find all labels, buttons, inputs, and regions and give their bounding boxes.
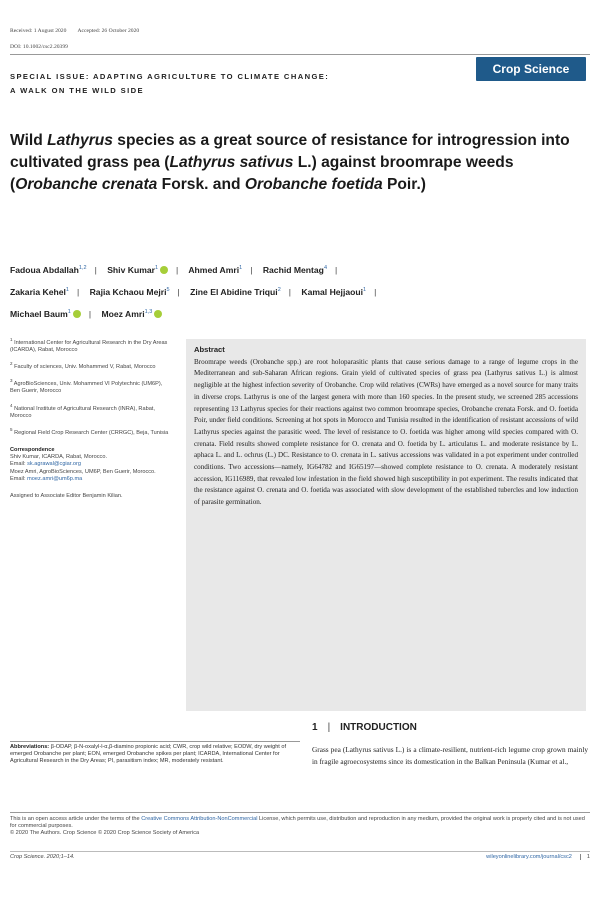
doi[interactable]: DOI: 10.1002/csc2.20399	[10, 44, 68, 50]
received-date: Received: 1 August 2020	[10, 28, 67, 34]
author[interactable]: Moez Amri$^{1,3}$	[101, 309, 162, 319]
author-list: Fadoua Abdallah$^{1,2}$ | Shiv Kumar$^1$ | Ahmed Amri$^1$ | Rachid Mentag$^4$ | Zakaria Kehel$^1$ | Rajia Kchaou Mejri$^5$ | Zine El Abidine Triqui$^2$ | Kamal Hejjaoui$^1$ | Michael Baum$^1$ | Moez Amri$^{1,3}$	[10, 264, 377, 319]
author[interactable]: Michael Baum$^1$	[10, 309, 81, 319]
copyright: © 2020 The Authors. Crop Science © 2020 Crop Science Society of America	[10, 830, 200, 837]
license-divider	[10, 812, 590, 813]
author[interactable]: Zine El Abidine Triqui$^2$	[190, 286, 281, 297]
affiliation: $^2$ Faculty of sciences, Univ. Mohammed V, Rabat, Morocco	[10, 361, 156, 371]
abbreviations: Abbreviations: β-ODAP, β-N-oxalyl-l-α,β-diamino propionic acid; CWR, crop wild relative; EODW, dry weight of emerged Orobanche per plant; EON, emerged Orobanche spikes per plant; ICARDA, International Center for Agricultural Research in the Dry Areas; PI, parasitism index; MR, moderately resistant.	[10, 741, 300, 766]
footer-divider	[10, 851, 590, 852]
section-heading-introduction: 1 | INTRODUCTION	[312, 722, 417, 733]
author[interactable]: Ahmed Amri$^1$	[188, 264, 243, 275]
affiliation: $^5$ Regional Field Crop Research Center (CRRGC), Beja, Tunisia	[10, 426, 169, 436]
header-divider	[10, 54, 590, 55]
abstract-text: Broomrape weeds (Orobanche spp.) are root holoparasitic plants that cause serious damage to a range of legume crops in the Mediterranean and sub-Saharan African regions. Grain yield of cultivated species of grass pea (Lathyrus sativus L.) is almost negligible at the highest infection severity of Orobanche. Crop wild relatives (CWRs) have emerged as a novel source for many traits in diverse crops. Lathyrus is one of the largest genera with more than 160 species. In the present study, we screened 285 accessions representing 13 Lathyrus species for their reactions against two common broomrape species, Orobanche crenata Forsk. and O. foetida Poir, under field conditions. Screening at hot spots in Morocco and Tunisia resulted in the identification of resistant accessions of wild Lathyrus species against the parasitic weed. The level of resistance to O. foetida was higher among wild species compared with O. crenata. Field results showed complete resistance for O. crenata and O. foetida by L. articulatus L. and moderate resistance by L. aphaca L. and L. ochrus (L.) DC. Resistance to O. crenata in L. sativus accessions was validated in a pot experiment under controlled conditions. Two accessions—namely, IG64782 and IG65197—showed complete resistance to O. crenata. A moderately resistant accession, IG116989, that revealed low infestation in the field showed high susceptibility in pot experiment. The results indicated that the resistance against O. crenata and O. foetida was associated with slow development of the established tubercles and low induction of parasite germination.	[194, 357, 578, 507]
special-issue-line2: A WALK ON THE WILD SIDE	[10, 86, 145, 95]
article-dates	[10, 28, 310, 35]
orcid-icon[interactable]	[160, 266, 168, 274]
author[interactable]: Fadoua Abdallah$^{1,2}$	[10, 264, 87, 275]
author[interactable]: Rajia Kchaou Mejri$^5$	[89, 286, 170, 297]
footer-right	[486, 854, 590, 861]
affiliation: $^1$ International Center for Agricultural Research in the Dry Areas (ICARDA), Rabat, Morocco	[10, 337, 168, 354]
author[interactable]: Rachid Mentag$^4$	[262, 264, 327, 275]
section-number: 1	[312, 722, 318, 733]
license-link[interactable]: Creative Commons Attribution-NonCommercial	[141, 816, 258, 822]
author[interactable]: Shiv Kumar$^1$	[107, 265, 168, 275]
orcid-icon[interactable]	[154, 310, 162, 318]
orcid-icon[interactable]	[73, 310, 81, 318]
email-link[interactable]: moez.amri@um6p.ma	[27, 475, 83, 482]
correspondence-2: Moez Amri, AgroBioSciences, UM6P, Ben Guerir, Morocco. Email: moez.amri@um6p.ma	[10, 468, 156, 482]
section-title: INTRODUCTION	[340, 722, 417, 733]
affiliations-column	[10, 336, 170, 500]
author[interactable]: Zakaria Kehel$^1$	[10, 286, 69, 297]
correspondence-1: Shiv Kumar, ICARDA, Rabat, Morocco. Email: sk.agrawal@cgiar.org	[10, 454, 107, 468]
journal-logo[interactable]: Crop Science	[476, 57, 586, 81]
affiliation: $^3$ AgroBioSciences, Univ. Mohammed VI Polytechnic (UM6P), Ben Guerir, Morocco	[10, 378, 163, 395]
article-title: Wild Lathyrus species as a great source of resistance for introgression into cultivated grass pea (Lathyrus sativus L.) against broomrape weeds (Orobanche crenata Forsk. and Orobanche foetida Poir.)	[10, 132, 570, 193]
license-notice: This is an open access article under the terms of the Creative Commons Attribution-NonCommercial License, which permits use, distribution and reproduction in any medium, provided the original work is properly cited and is not used for commercial purposes. © 2020 The Authors. Crop Science © 2020 Crop Science Society of America	[10, 816, 590, 838]
journal-url-link[interactable]: wileyonlinelibrary.com/journal/csc2	[486, 854, 572, 860]
footer-citation: Crop Science. 2020;1–14.	[10, 854, 75, 860]
abstract-heading: Abstract	[194, 345, 225, 354]
abstract-box	[186, 339, 586, 711]
email-link[interactable]: sk.agrawal@cgiar.org	[27, 461, 81, 468]
page-number: 1	[580, 854, 590, 860]
correspondence-heading: Correspondence	[10, 446, 55, 453]
author[interactable]: Kamal Hejjaoui$^1$	[301, 286, 367, 297]
special-issue-label	[10, 70, 430, 98]
introduction-text: Grass pea (Lathyrus sativus L.) is a climate-resilient, nutrient-rich legume crop grown mainly in fragile agroecosystems since its domestication in the Balkan Peninsula (Kumar et al.,	[312, 745, 588, 767]
assigned-editor: Assigned to Associate Editor Benjamin Kilian.	[10, 492, 123, 499]
accepted-date: Accepted: 26 October 2020	[77, 28, 140, 34]
affiliation: $^4$ National Institute of Agricultural Research (INRA), Rabat, Morocco	[10, 402, 155, 419]
special-issue-line1: SPECIAL ISSUE: ADAPTING AGRICULTURE TO CLIMATE CHANGE:	[10, 72, 330, 81]
